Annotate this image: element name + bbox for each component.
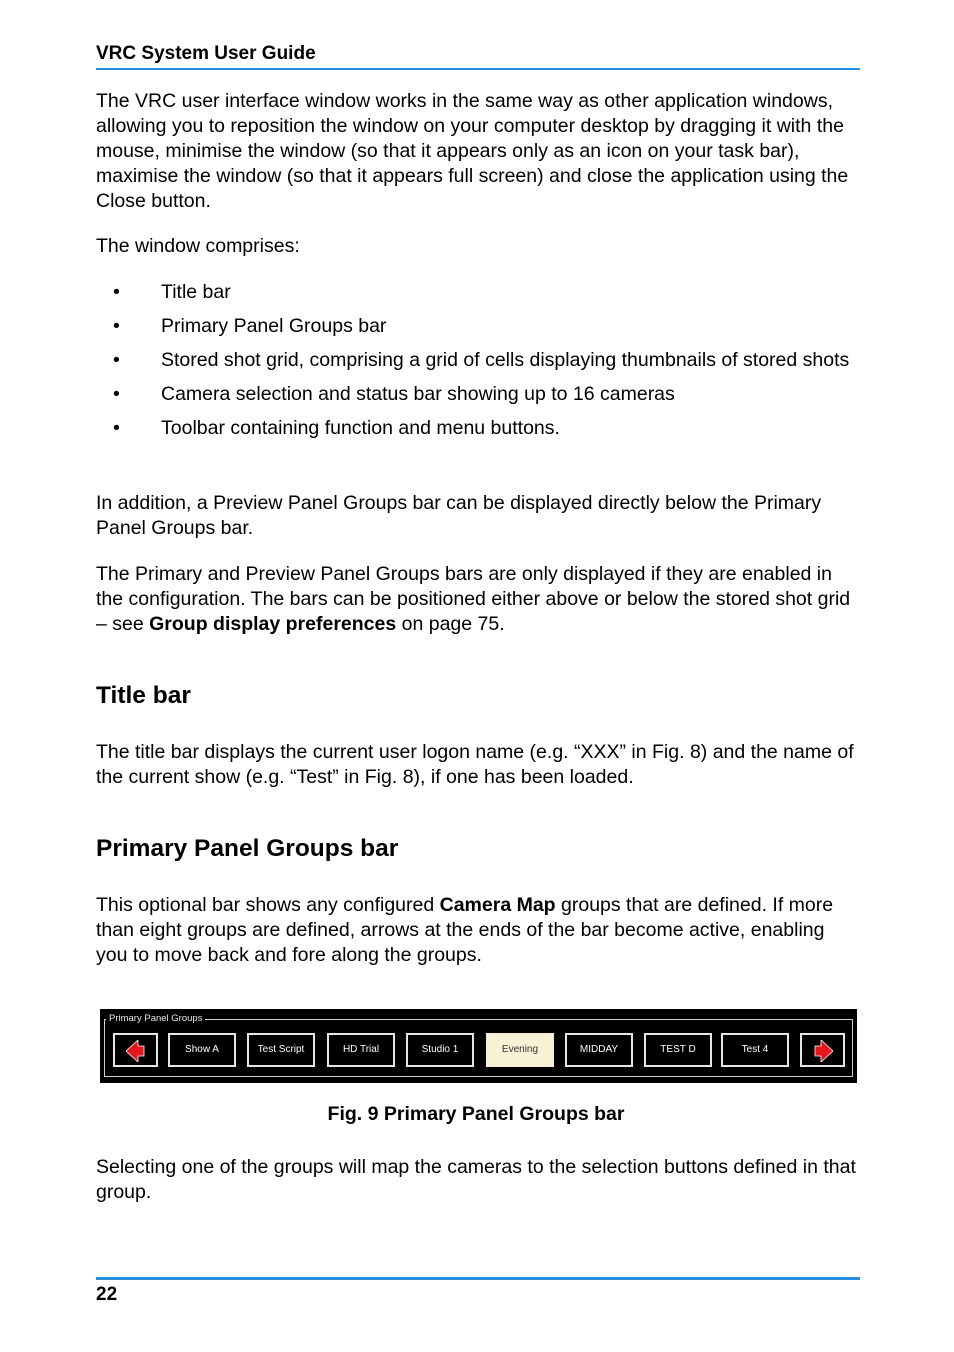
group-button-test-d[interactable]: TEST D (644, 1033, 712, 1067)
list-item (96, 280, 860, 305)
primary-panel-groups-heading: Primary Panel Groups bar (96, 835, 399, 862)
scroll-left-button[interactable] (113, 1033, 158, 1067)
left-arrow-icon (126, 1040, 146, 1062)
preview-bar-paragraph: In addition, a Preview Panel Groups bar can be displayed directly below the Primary Panel Groups bar. (96, 492, 822, 539)
list-item (96, 416, 860, 441)
document-title: VRC System User Guide (96, 43, 316, 64)
intro-paragraph: The VRC user interface window works in the same way as other application windows, allowing you to reposition the window on your computer desktop by dragging it with the mouse, minimise the window (so that it appears only as an icon on your task bar), maximise the window (so that it appears full screen) and close the application using the Close button. (96, 90, 849, 212)
list-item (96, 348, 860, 373)
camera-map-term: Camera Map (439, 894, 556, 916)
list-item-text: Toolbar containing function and menu buttons. (161, 417, 560, 439)
group-button-test-script[interactable]: Test Script (247, 1033, 315, 1067)
bullet-marker: • (113, 417, 120, 439)
closing-paragraph: Selecting one of the groups will map the cameras to the selection buttons defined in that group. (96, 1156, 856, 1203)
configuration-text-start: The Primary and Preview Panel Groups bars are only displayed if they are enabled in the configuration. The bars can be positioned either above or below the stored shot grid – see (96, 563, 851, 635)
group-button-studio-1[interactable]: Studio 1 (406, 1033, 474, 1067)
configuration-paragraph (96, 562, 860, 637)
bullet-marker: • (113, 315, 120, 337)
list-item-text: Camera selection and status bar showing up to 16 cameras (161, 383, 675, 405)
list-item (96, 382, 860, 407)
list-item-text: Title bar (161, 281, 231, 303)
figure-caption: Fig. 9 Primary Panel Groups bar (327, 1103, 625, 1125)
group-button-hd-trial[interactable]: HD Trial (327, 1033, 395, 1067)
group-button-midday[interactable]: MIDDAY (565, 1033, 633, 1067)
configuration-text-end: on page 75. (396, 613, 505, 635)
group-display-preferences-link[interactable]: Group display preferences (149, 613, 397, 635)
group-button-evening[interactable]: Evening (486, 1033, 554, 1067)
right-arrow-icon (813, 1040, 833, 1062)
panel-groups-label: Primary Panel Groups (106, 1013, 205, 1025)
list-item-text: Stored shot grid, comprising a grid of cells displaying thumbnails of stored shots (161, 349, 850, 371)
header-divider (96, 68, 860, 70)
bullet-marker: • (113, 383, 120, 405)
bullet-marker: • (113, 281, 120, 303)
group-button-test-4[interactable]: Test 4 (721, 1033, 789, 1067)
title-bar-paragraph: The title bar displays the current user logon name (e.g. “XXX” in Fig. 8) and the name of the current show (e.g. “Test” in Fig. 8), if one has been loaded. (96, 741, 854, 788)
group-button-show-a[interactable]: Show A (168, 1033, 236, 1067)
footer-divider (96, 1277, 860, 1280)
window-comprises-paragraph: The window comprises: (96, 235, 300, 257)
primary-text-end: groups that are defined. If more than eight groups are defined, arrows at the ends of the bar become active, enabling you to move back and fore along the groups. (96, 894, 834, 966)
window-components-list (96, 280, 860, 441)
bullet-marker: • (113, 349, 120, 371)
title-bar-heading: Title bar (96, 682, 191, 709)
scroll-right-button[interactable] (800, 1033, 845, 1067)
primary-text-start: This optional bar shows any configured (96, 894, 440, 916)
list-item-text: Primary Panel Groups bar (161, 315, 387, 337)
list-item (96, 314, 860, 339)
page-number: 22 (96, 1284, 118, 1305)
primary-panel-groups-paragraph (96, 893, 860, 968)
